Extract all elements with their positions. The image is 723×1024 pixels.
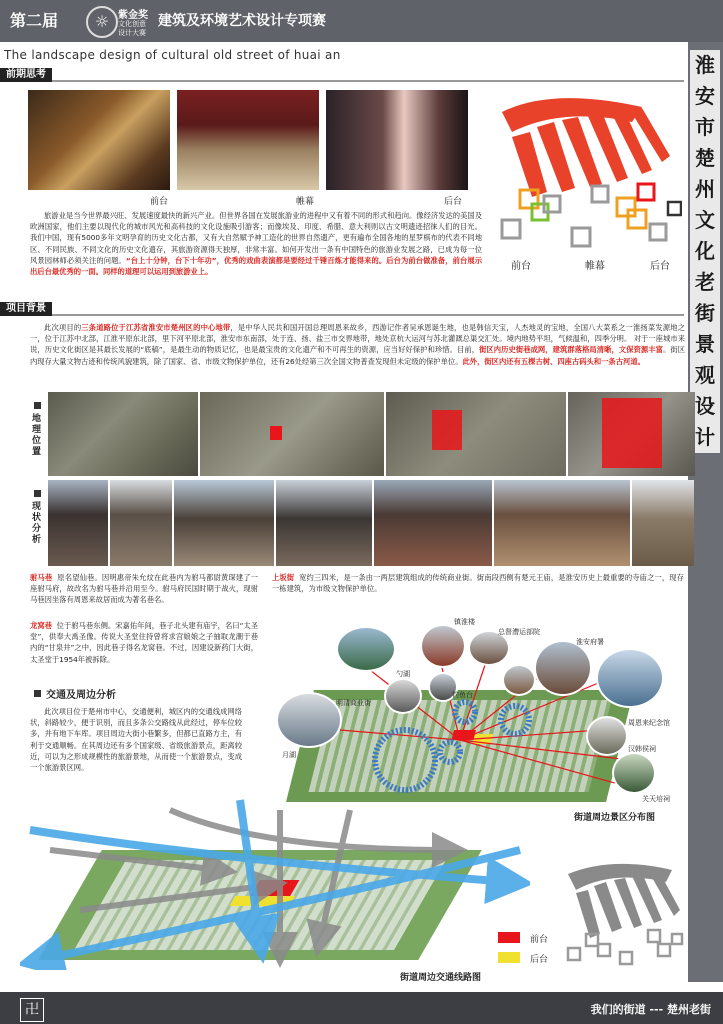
scenic-photo-hanhou [586,716,628,756]
vertical-title-char: 景 [690,329,720,360]
scenic-photo-shaohu2 [384,678,422,714]
photo-caption: 后台 [444,197,463,207]
bg-text: 。街区内现存大量文物古迹和传统风貌建筑，除了国家、省、市级文物保护单位，还有26处经第三次全国文物普查发现但未定级的保护单位。 [30,345,686,366]
vertical-title-char: 安 [690,81,720,112]
header-bar [0,0,723,42]
bg-highlight: 此外，街区内还有五棵古树、四座古码头和一条古河道。 [462,356,645,366]
bg-text: 此次项目的 [44,323,82,332]
traffic-map-caption: 街道周边交通线路图 [400,973,482,983]
intro-paragraph [30,210,482,277]
traffic-text: 此次项目位于楚州市中心，交通便利，城区内的交通线成网络状，斜路较少，便于识别，而且多条公交路线从此经过，停车位较多，并有地下车库。项目周边大街小巷繁多，但都已直路方主，有利于交通顺畅。在其周边还有多个国家级、省级旅游景点，距离较近，可以为之形成规模性的旅游景地，从而使一个旅游景点，变成一个旅游景区网。 [30,707,242,773]
section-label: 项目背景 [0,302,52,316]
bg-highlight: 三条道路位于江苏省淮安市楚州区的中心地带 [81,323,231,332]
scenic-photo-yuehu [276,692,342,748]
scenic-photo-fushu [534,640,592,696]
street-photo [276,480,372,566]
vertical-title-char: 化 [690,236,720,267]
street-photo [632,480,694,566]
row-label-status: 现状分析 [32,502,42,545]
scenic-label: 总督漕运部院 [498,628,540,636]
scenic-photo-street [502,664,536,696]
scenic-photo-zhenhuailou [420,624,466,668]
bg-highlight: 街区内历史街巷成网，建筑群落格局清晰，文保资源丰富 [479,345,663,355]
aerial-map [48,392,198,476]
legend-label: 前台 [530,935,549,945]
scenic-photo-guantianpei [612,752,656,794]
aerial-map [200,392,384,476]
street-fuma-text [30,572,258,606]
bg-text: ，是中华人民共和国开国总理周恩来故乡，西游记作者吴承恩诞生地，也是韩信天宝，人杰地灵的宝地，全国八大菜系之一淮扬菜发源地之一，位于江苏中北部，江淮平原东北部，里下河平原北部，淮安市东南部，处于连、扬、盐三市交界地带，地处京杭大运河与苏北灌溉总渠交汇处。境内地势平坦，气候温和，四季分明。 对于一座城市来说，历史文化街区是其最长发展的“底稿”，是最生动的物质记忆，也是最宝贵的文化遗产和不可再生的资源，应当好好保护和珍惜。目前， [30,323,686,355]
logo-main-text: 紫金奖 [118,10,148,21]
opera-photo-curtain [177,90,319,190]
scenic-label: 明清商业街 [336,699,371,707]
logo-sub-text: 设计大赛 [118,29,146,37]
vertical-title-char: 楚 [690,143,720,174]
section-header-preliminary [0,68,684,82]
section-header-background [0,302,684,316]
background-paragraph [30,322,685,367]
scenic-label: 周恩来纪念馆 [628,719,670,727]
photo-caption: 帷幕 [296,197,315,207]
intro-highlight: “台上十分钟，台下十年功”，优秀的戏曲表演都是要经过千锤百炼才能得来的。后台为前台做准备，前台展示出后台最优秀的一面。同样的道理可以运用到旅游业上。 [30,255,482,277]
street-name: 驸马巷 [30,573,53,582]
photo-caption: 前台 [150,197,169,207]
street-name: 龙窝巷 [30,621,52,630]
street-desc: 宽约三四米，是一条由一两层建筑组成的传统商业街。街南段西侧有楚元王庙，是淮安历史上最重要的寺庙之一，现存一栋建筑，为市级文物保护单位。 [272,573,685,594]
street-photo [174,480,274,566]
street-shangban-text [272,572,684,594]
competition-title: 建筑及环境艺术设计专项赛 [158,13,326,29]
row-label-location: 地理位置 [32,414,42,457]
logo-sub-text: 文化创意 [118,20,146,28]
vertical-title-char: 淮 [690,50,720,81]
scenic-label: 勺湖 [396,670,410,678]
street-photo [48,480,108,566]
aerial-map [568,392,695,476]
footer-bar [0,992,723,1024]
competition-logo [86,4,156,38]
street-photo [494,480,630,566]
logo-mark-icon: ☼ [86,6,118,38]
street-photo [110,480,172,566]
vertical-title-char: 街 [690,298,720,329]
aerial-map [386,392,566,476]
street-longwo-text [30,620,258,665]
opera-photo-backstage [326,90,468,190]
street-desc: 位于驸马巷东侧。宋嘉佑年间，巷子北头建有庙宇，名曰“太圣堂”，供奉大禹圣像。传说大圣堂住持曾将求宫娘娘之子抽取龙潮于巷内的“甘泉井”之中，因此巷子得名龙窝巷。不过，因建设新药门大街，太圣堂于1954年被拆除。 [30,621,259,664]
site-marker [270,426,282,440]
traffic-title: 交通及周边分析 [46,690,116,701]
graphic-label-curtain: 帷幕 [585,261,605,272]
opera-photo-front [28,90,170,190]
section-label: 前期思考 [0,68,52,82]
legend-label: 后台 [530,955,549,965]
vertical-title-char: 计 [690,422,720,453]
scenic-photo-shaohu [336,626,396,672]
scenic-label: 汉韩侯祠 [628,745,656,753]
traffic-arrows [20,790,530,970]
vertical-title-char: 观 [690,360,720,391]
traffic-paragraph [30,706,242,773]
footer-logo-icon: 卍 [20,998,44,1022]
bullet-square [34,402,41,409]
fan-graphic-gray [562,860,692,970]
scenic-label: 月湖 [282,751,296,759]
street-name: 上坂街 [272,573,295,582]
site-marker [602,398,662,468]
scenic-label: 镇淮楼 [454,618,475,626]
scenic-photo-memorial [596,648,664,708]
edition-label: 第二届 [10,11,59,30]
street-desc: 原名望仙巷。因明惠帝朱允炆在此巷内为驸马都尉黄琛建了一座驸马府，故改名为驸马巷并沿用至今。驸马府民国时期于战火，现驸马巷因坐落有周恩来故居而成为著名巷名。 [30,573,259,605]
legend-swatch-front [498,932,520,943]
graphic-label-front: 前台 [511,261,531,272]
scenic-label: 关天培祠 [642,795,670,803]
intro-text: 旅游业是当今世界最兴旺、发展速度最快的新兴产业。但世界各国在发展旅游业的进程中又有着不同的形式和趋向。像经济发达的美国及欧洲国家，他们主要以现代化的城市风光和高科技的文化设施吸引游客；而像埃及、印度、希腊、意大利则以古文明遗迹招徕人们的目光。我们中国，现有5000多年文明孕育的历史文化古都，又有大自然赋予神工造化的世界自然遗产，更有遍布全国各地的星罗棋布的代表不同地区、不同民族、不同文化的历史文化遗存，其旅游资源得天独厚，非常丰富。如何开发出一条有中国特色的旅游业发展之路，已成为每一位风景园林师必须关注的问题。 [30,211,482,265]
street-photo [374,480,492,566]
vertical-title-char: 州 [690,174,720,205]
bullet-square [34,690,41,697]
scenic-label: 淮安府署 [576,638,604,646]
english-title: The landscape design of cultural old street of huai an [4,48,341,62]
vertical-title-char: 老 [690,267,720,298]
scenic-label: 钓鱼台 [452,691,473,699]
graphic-label-back: 后台 [650,261,670,272]
vertical-title-char: 文 [690,205,720,236]
site-marker [432,410,462,450]
bullet-square [34,490,41,497]
surroundings-caption: 街道周边景区分布图 [574,813,656,823]
footer-slogan: 我们的街道 --- 楚州老街 [590,1003,711,1016]
vertical-title-char: 市 [690,112,720,143]
fan-curtain-graphic [492,92,682,252]
legend-swatch-back [498,952,520,963]
vertical-title-char: 设 [690,391,720,422]
